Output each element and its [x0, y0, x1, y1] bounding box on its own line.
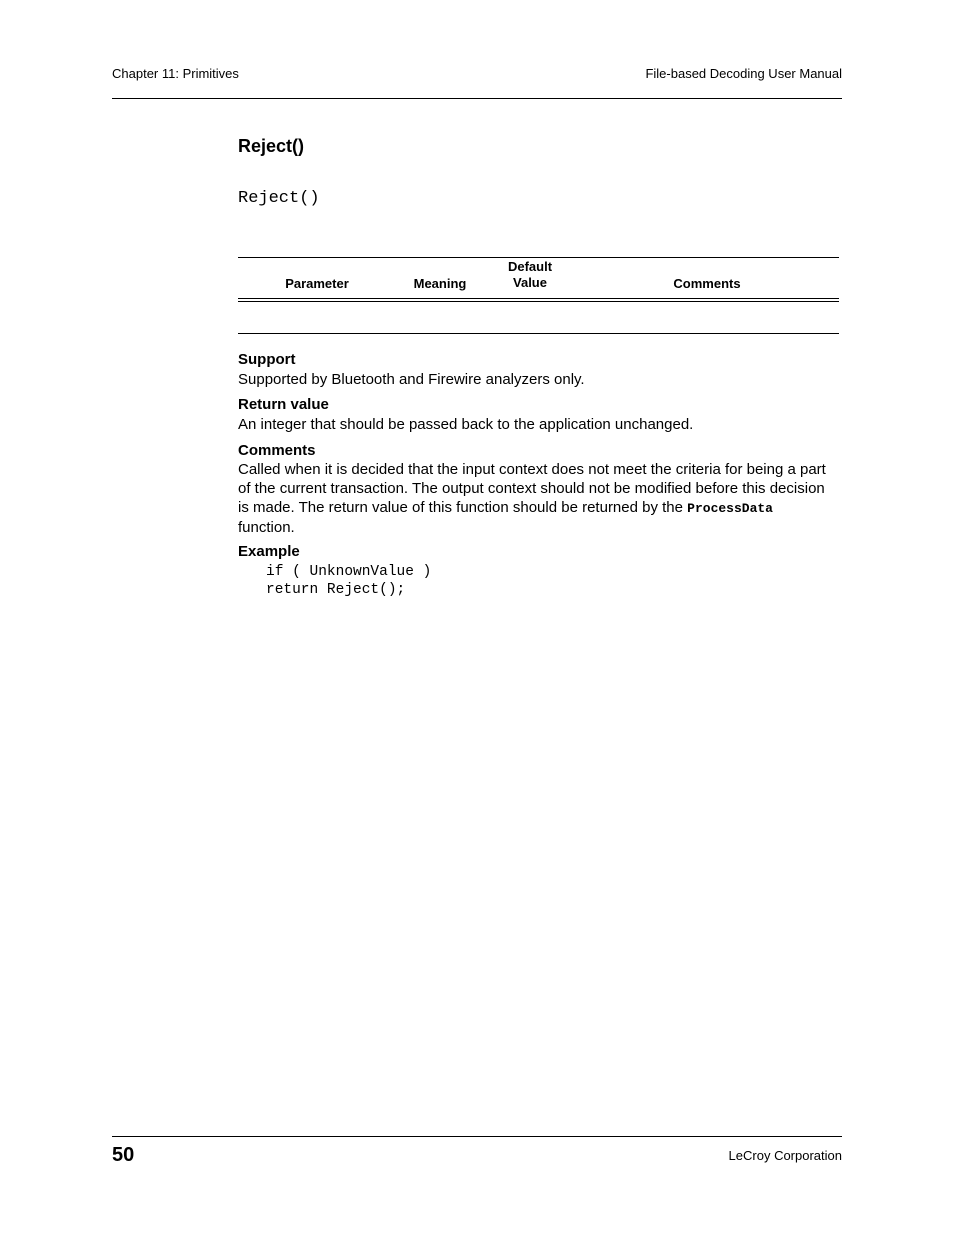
comments-line-4: function. [238, 519, 295, 536]
table-header-parameter: Parameter [285, 276, 349, 291]
function-signature: Reject() [238, 189, 320, 208]
comments-line-1: Called when it is decided that the input context does not meet the criteria for being a part [238, 461, 826, 478]
table-header-rule-2 [238, 301, 839, 302]
processdata-function-name: ProcessData [687, 501, 773, 516]
example-code-line-2: return Reject(); [266, 582, 406, 598]
table-header-comments: Comments [673, 276, 741, 291]
example-code-line-1: if ( UnknownValue ) [266, 564, 432, 580]
table-bottom-rule [238, 333, 839, 334]
table-header-meaning: Meaning [413, 276, 467, 291]
table-top-rule [238, 257, 839, 258]
return-value-heading: Return value [238, 396, 329, 413]
example-heading: Example [238, 543, 300, 560]
running-header-chapter: Chapter 11: Primitives [112, 66, 239, 81]
comments-line-3-text: is made. The return value of this function should be returned by the [238, 499, 688, 516]
comments-paragraph [238, 460, 842, 537]
page-number: 50 [112, 1144, 135, 1166]
return-value-text: An integer that should be passed back to the application unchanged. [238, 416, 694, 433]
comments-line-3 [238, 498, 842, 518]
footer-rule [112, 1136, 842, 1137]
header-rule [112, 98, 842, 99]
running-header-manual-title: File-based Decoding User Manual [645, 66, 842, 81]
parameter-table [238, 257, 839, 334]
comments-line-2: of the current transaction. The output context should not be modified before this decision [238, 480, 825, 497]
table-header-default-line2: Value [513, 275, 547, 290]
table-header-default-line1: Default [507, 259, 553, 274]
support-heading: Support [238, 351, 296, 368]
comments-heading: Comments [238, 442, 316, 459]
support-text: Supported by Bluetooth and Firewire analyzers only. [238, 371, 585, 388]
table-header-rule-1 [238, 298, 839, 299]
footer-company: LeCroy Corporation [728, 1148, 842, 1163]
section-title: Reject() [238, 136, 305, 156]
table-header-default-value [490, 259, 570, 291]
